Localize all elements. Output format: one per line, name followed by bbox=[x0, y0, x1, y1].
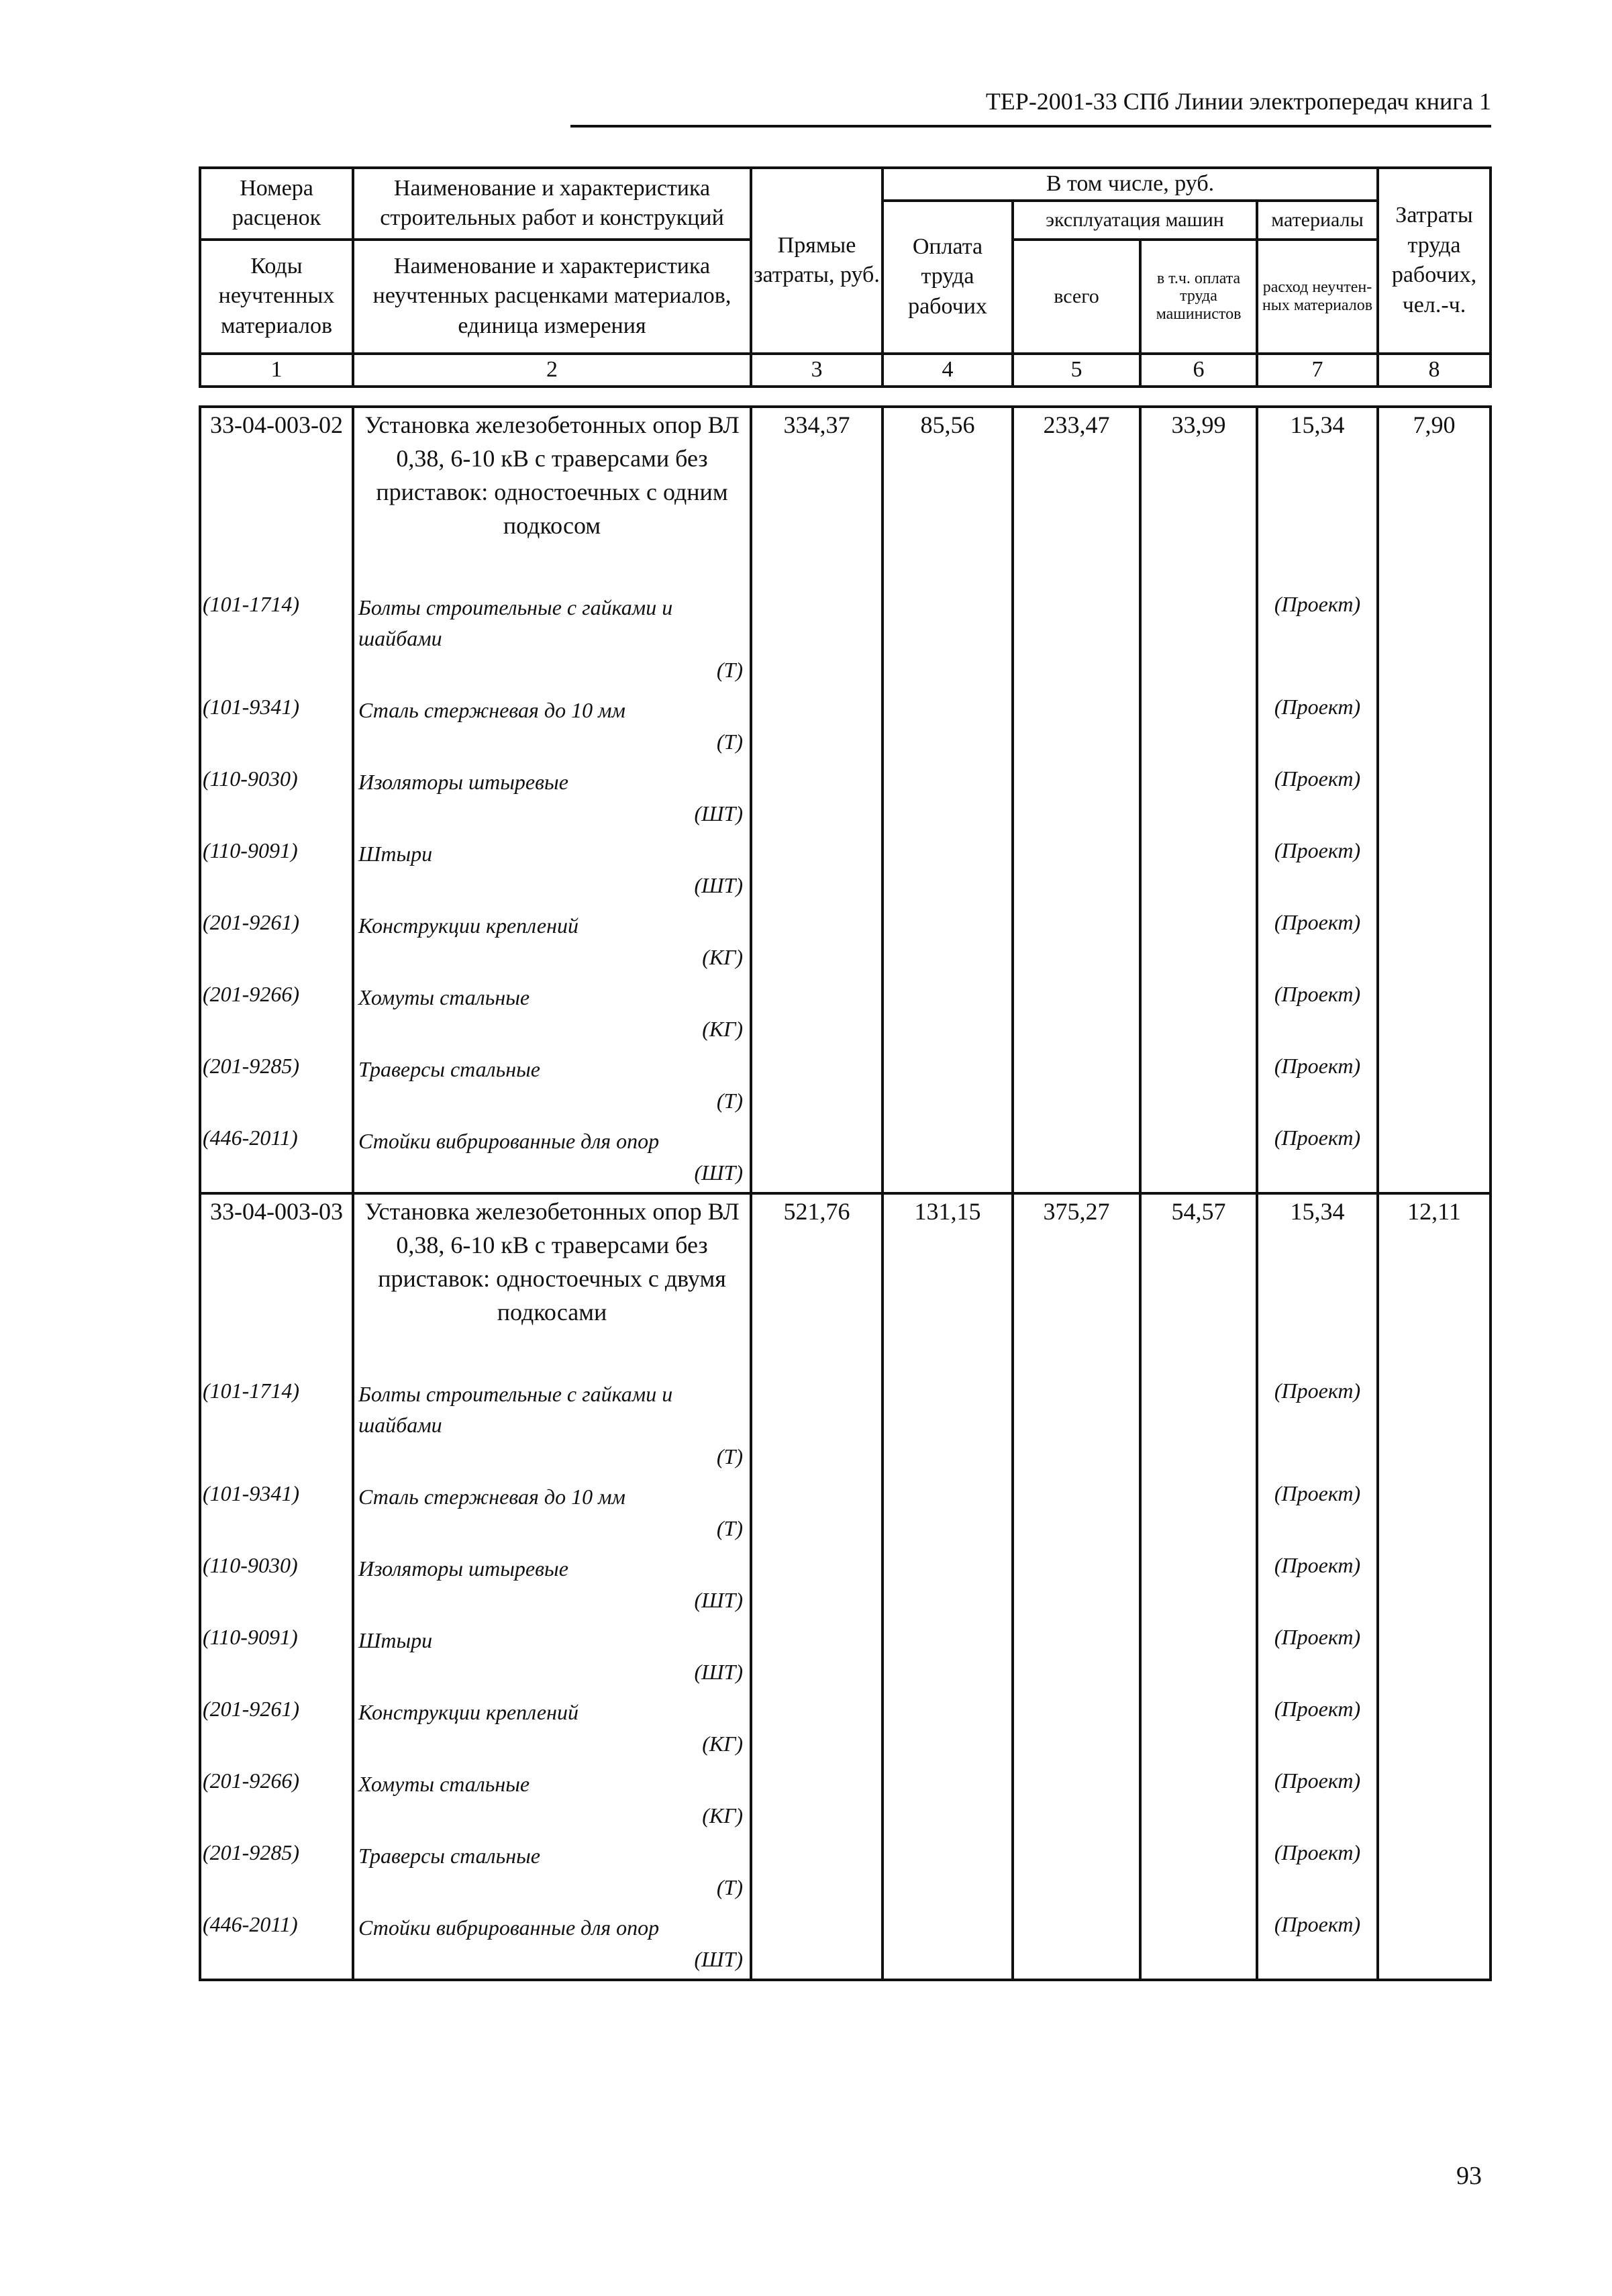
empty-cell bbox=[883, 1048, 1013, 1120]
empty-cell bbox=[1013, 1763, 1140, 1835]
empty-cell bbox=[1013, 1120, 1140, 1193]
empty-cell bbox=[883, 761, 1013, 833]
material-unit: (ШТ) bbox=[694, 1660, 743, 1684]
empty-cell bbox=[751, 761, 883, 833]
material-unit: (Т) bbox=[716, 1444, 743, 1468]
material-code: (101-1714) bbox=[200, 587, 353, 689]
material-cell bbox=[353, 1907, 751, 1980]
material-code: (201-9261) bbox=[200, 905, 353, 977]
material-name: Штыри bbox=[358, 1628, 433, 1652]
material-name: Болты строительные с гайками и шайбами bbox=[358, 1382, 673, 1437]
material-note: (Проект) bbox=[1257, 977, 1378, 1048]
material-note: (Проект) bbox=[1257, 1548, 1378, 1619]
empty-cell bbox=[1378, 1120, 1491, 1193]
empty-cell bbox=[751, 1691, 883, 1763]
material-row bbox=[200, 761, 1491, 833]
material-unit: (Т) bbox=[716, 1875, 743, 1899]
material-cell bbox=[353, 761, 751, 833]
empty-cell bbox=[1013, 1907, 1140, 1980]
empty-cell bbox=[883, 689, 1013, 761]
empty-cell bbox=[1140, 1619, 1257, 1691]
empty-cell bbox=[1378, 905, 1491, 977]
material-note: (Проект) bbox=[1257, 1907, 1378, 1980]
empty-cell bbox=[1140, 1373, 1257, 1476]
empty-cell bbox=[883, 1691, 1013, 1763]
material-note: (Проект) bbox=[1257, 905, 1378, 977]
machinist-pay: 33,99 bbox=[1140, 407, 1257, 587]
empty-cell bbox=[883, 1907, 1013, 1980]
empty-cell bbox=[751, 587, 883, 689]
material-row bbox=[200, 1120, 1491, 1193]
material-unit: (ШТ) bbox=[694, 801, 743, 826]
empty-cell bbox=[1140, 1763, 1257, 1835]
header-materials: материалы bbox=[1257, 201, 1378, 240]
empty-cell bbox=[883, 977, 1013, 1048]
material-unit: (Т) bbox=[716, 1089, 743, 1113]
labor-pay: 85,56 bbox=[883, 407, 1013, 587]
empty-cell bbox=[751, 1476, 883, 1548]
col-number: 4 bbox=[883, 354, 1013, 387]
empty-cell bbox=[751, 977, 883, 1048]
empty-cell bbox=[1013, 1373, 1140, 1476]
empty-cell bbox=[751, 1763, 883, 1835]
material-note: (Проект) bbox=[1257, 833, 1378, 905]
material-name: Стойки вибрированные для опор bbox=[358, 1129, 660, 1153]
material-cell bbox=[353, 1619, 751, 1691]
material-name: Сталь стержневая до 10 мм bbox=[358, 1485, 625, 1509]
empty-cell bbox=[751, 1907, 883, 1980]
empty-cell bbox=[883, 587, 1013, 689]
material-note: (Проект) bbox=[1257, 1476, 1378, 1548]
header-col5: всего bbox=[1013, 240, 1140, 354]
empty-cell bbox=[751, 1120, 883, 1193]
empty-cell bbox=[1378, 1548, 1491, 1619]
empty-cell bbox=[1140, 1048, 1257, 1120]
empty-cell bbox=[1013, 1048, 1140, 1120]
material-unit: (ШТ) bbox=[694, 1947, 743, 1971]
rate-code: 33-04-003-02 bbox=[200, 407, 353, 587]
material-code: (201-9261) bbox=[200, 1691, 353, 1763]
empty-cell bbox=[751, 1373, 883, 1476]
material-note: (Проект) bbox=[1257, 587, 1378, 689]
empty-cell bbox=[1378, 1476, 1491, 1548]
empty-cell bbox=[1378, 1373, 1491, 1476]
header-col6: в т.ч. оплата труда машинистов bbox=[1140, 240, 1257, 354]
material-unit: (Т) bbox=[716, 730, 743, 754]
empty-cell bbox=[1140, 977, 1257, 1048]
header-col8: Затраты труда рабочих, чел.-ч. bbox=[1378, 168, 1491, 354]
material-name: Изоляторы штыревые bbox=[358, 770, 568, 794]
table-body bbox=[199, 405, 1492, 1981]
empty-cell bbox=[1378, 1907, 1491, 1980]
empty-cell bbox=[1140, 1907, 1257, 1980]
material-name: Траверсы стальные bbox=[358, 1057, 540, 1081]
table-header bbox=[199, 166, 1492, 388]
empty-cell bbox=[751, 1548, 883, 1619]
material-row bbox=[200, 1907, 1491, 1980]
material-unit: (КГ) bbox=[702, 1732, 743, 1756]
empty-cell bbox=[1013, 689, 1140, 761]
empty-cell bbox=[883, 833, 1013, 905]
empty-cell bbox=[1140, 761, 1257, 833]
col-number: 6 bbox=[1140, 354, 1257, 387]
material-name: Сталь стержневая до 10 мм bbox=[358, 698, 625, 722]
empty-cell bbox=[1140, 1548, 1257, 1619]
material-cell bbox=[353, 1120, 751, 1193]
material-unit: (Т) bbox=[716, 658, 743, 682]
col-number: 8 bbox=[1378, 354, 1491, 387]
empty-cell bbox=[751, 1619, 883, 1691]
col-number: 2 bbox=[353, 354, 751, 387]
material-cell bbox=[353, 1763, 751, 1835]
header-col4: Оплата труда рабочих bbox=[883, 201, 1013, 354]
material-code: (201-9285) bbox=[200, 1835, 353, 1907]
material-code: (201-9285) bbox=[200, 1048, 353, 1120]
empty-cell bbox=[1378, 977, 1491, 1048]
material-note: (Проект) bbox=[1257, 1691, 1378, 1763]
material-row bbox=[200, 587, 1491, 689]
material-code: (110-9091) bbox=[200, 833, 353, 905]
header-col1-top: Номера расценок bbox=[200, 168, 353, 240]
material-unit: (КГ) bbox=[702, 945, 743, 969]
material-code: (110-9091) bbox=[200, 1619, 353, 1691]
col-number: 3 bbox=[751, 354, 883, 387]
empty-cell bbox=[1140, 1476, 1257, 1548]
empty-cell bbox=[1378, 587, 1491, 689]
material-note: (Проект) bbox=[1257, 1619, 1378, 1691]
empty-cell bbox=[883, 1476, 1013, 1548]
material-name: Изоляторы штыревые bbox=[358, 1556, 568, 1581]
direct-costs: 334,37 bbox=[751, 407, 883, 587]
material-row bbox=[200, 1835, 1491, 1907]
empty-cell bbox=[1140, 689, 1257, 761]
material-cell bbox=[353, 1835, 751, 1907]
material-name: Конструкции креплений bbox=[358, 1700, 578, 1724]
empty-cell bbox=[1140, 587, 1257, 689]
empty-cell bbox=[1140, 1835, 1257, 1907]
empty-cell bbox=[751, 833, 883, 905]
material-note: (Проект) bbox=[1257, 761, 1378, 833]
material-code: (101-1714) bbox=[200, 1373, 353, 1476]
material-name: Хомуты стальные bbox=[358, 1772, 530, 1796]
header-col2-bottom: Наименование и характеристика неучтенных расценками материалов, единица измерения bbox=[353, 240, 751, 354]
material-name: Хомуты стальные bbox=[358, 985, 530, 1009]
material-name: Конструкции креплений bbox=[358, 913, 578, 938]
header-group: В том числе, руб. bbox=[883, 168, 1378, 201]
material-row bbox=[200, 1763, 1491, 1835]
labor-pay: 131,15 bbox=[883, 1193, 1013, 1373]
material-row bbox=[200, 1373, 1491, 1476]
page-header: ТЕР-2001-33 СПб Линии электропередач книга 1 bbox=[570, 87, 1491, 128]
material-row bbox=[200, 977, 1491, 1048]
material-cell bbox=[353, 1048, 751, 1120]
machines-total: 375,27 bbox=[1013, 1193, 1140, 1373]
empty-cell bbox=[751, 905, 883, 977]
material-cell bbox=[353, 1548, 751, 1619]
empty-cell bbox=[1140, 905, 1257, 977]
empty-cell bbox=[883, 1619, 1013, 1691]
labor-hours: 12,11 bbox=[1378, 1193, 1491, 1373]
rate-row bbox=[200, 1193, 1491, 1373]
empty-cell bbox=[883, 1763, 1013, 1835]
material-cell bbox=[353, 587, 751, 689]
empty-cell bbox=[883, 1120, 1013, 1193]
machinist-pay: 54,57 bbox=[1140, 1193, 1257, 1373]
empty-cell bbox=[1013, 761, 1140, 833]
empty-cell bbox=[1013, 833, 1140, 905]
material-cell bbox=[353, 1373, 751, 1476]
empty-cell bbox=[1378, 1048, 1491, 1120]
empty-cell bbox=[1013, 1548, 1140, 1619]
material-cell bbox=[353, 905, 751, 977]
header-col2-top: Наименование и характеристика строительных работ и конструкций bbox=[353, 168, 751, 240]
material-code: (101-9341) bbox=[200, 689, 353, 761]
material-row bbox=[200, 833, 1491, 905]
empty-cell bbox=[883, 1373, 1013, 1476]
material-code: (110-9030) bbox=[200, 1548, 353, 1619]
material-note: (Проект) bbox=[1257, 1835, 1378, 1907]
labor-hours: 7,90 bbox=[1378, 407, 1491, 587]
empty-cell bbox=[1013, 587, 1140, 689]
empty-cell bbox=[1378, 689, 1491, 761]
empty-cell bbox=[1378, 1619, 1491, 1691]
empty-cell bbox=[1378, 1835, 1491, 1907]
rate-row bbox=[200, 407, 1491, 587]
empty-cell bbox=[1140, 1120, 1257, 1193]
empty-cell bbox=[1140, 1691, 1257, 1763]
material-unit: (КГ) bbox=[702, 1803, 743, 1828]
material-cell bbox=[353, 1691, 751, 1763]
material-name: Штыри bbox=[358, 842, 433, 866]
page-number: 93 bbox=[1456, 2162, 1482, 2190]
material-row bbox=[200, 1476, 1491, 1548]
material-cell bbox=[353, 689, 751, 761]
empty-cell bbox=[1378, 761, 1491, 833]
material-cell bbox=[353, 1476, 751, 1548]
header-col3: Прямые затраты, руб. bbox=[751, 168, 883, 354]
material-row bbox=[200, 1548, 1491, 1619]
rate-code: 33-04-003-03 bbox=[200, 1193, 353, 1373]
material-row bbox=[200, 1619, 1491, 1691]
material-code: (201-9266) bbox=[200, 977, 353, 1048]
col-number: 7 bbox=[1257, 354, 1378, 387]
empty-cell bbox=[751, 1835, 883, 1907]
material-note: (Проект) bbox=[1257, 1120, 1378, 1193]
empty-cell bbox=[1013, 977, 1140, 1048]
material-row bbox=[200, 1691, 1491, 1763]
header-col7: расход неучтен-ных материалов bbox=[1257, 240, 1378, 354]
col-number: 5 bbox=[1013, 354, 1140, 387]
material-unit: (ШТ) bbox=[694, 1588, 743, 1612]
empty-cell bbox=[1013, 1835, 1140, 1907]
material-code: (110-9030) bbox=[200, 761, 353, 833]
empty-cell bbox=[1378, 1691, 1491, 1763]
material-cell bbox=[353, 977, 751, 1048]
empty-cell bbox=[1378, 833, 1491, 905]
material-code: (101-9341) bbox=[200, 1476, 353, 1548]
header-col1-bottom: Коды неучтенных материалов bbox=[200, 240, 353, 354]
material-row bbox=[200, 689, 1491, 761]
empty-cell bbox=[883, 1548, 1013, 1619]
empty-cell bbox=[751, 1048, 883, 1120]
empty-cell bbox=[1378, 1763, 1491, 1835]
material-row bbox=[200, 1048, 1491, 1120]
material-code: (446-2011) bbox=[200, 1120, 353, 1193]
material-row bbox=[200, 905, 1491, 977]
rate-title: Установка железобетонных опор ВЛ 0,38, 6-10 кВ с траверсами без приставок: одностоечных с одним подкосом bbox=[353, 407, 751, 587]
material-unit: (Т) bbox=[716, 1516, 743, 1540]
material-unit: (ШТ) bbox=[694, 1160, 743, 1185]
material-code: (201-9266) bbox=[200, 1763, 353, 1835]
material-note: (Проект) bbox=[1257, 1048, 1378, 1120]
material-cell bbox=[353, 833, 751, 905]
empty-cell bbox=[883, 905, 1013, 977]
col-number: 1 bbox=[200, 354, 353, 387]
material-note: (Проект) bbox=[1257, 1763, 1378, 1835]
empty-cell bbox=[1013, 1619, 1140, 1691]
material-note: (Проект) bbox=[1257, 1373, 1378, 1476]
empty-cell bbox=[1013, 1691, 1140, 1763]
empty-cell bbox=[1013, 905, 1140, 977]
material-name: Траверсы стальные bbox=[358, 1844, 540, 1868]
empty-cell bbox=[883, 1835, 1013, 1907]
material-code: (446-2011) bbox=[200, 1907, 353, 1980]
material-unit: (КГ) bbox=[702, 1017, 743, 1041]
material-name: Стойки вибрированные для опор bbox=[358, 1915, 660, 1940]
materials-cost: 15,34 bbox=[1257, 1193, 1378, 1373]
empty-cell bbox=[1140, 833, 1257, 905]
empty-cell bbox=[1013, 1476, 1140, 1548]
materials-cost: 15,34 bbox=[1257, 407, 1378, 587]
empty-cell bbox=[751, 689, 883, 761]
material-unit: (ШТ) bbox=[694, 873, 743, 897]
rate-title: Установка железобетонных опор ВЛ 0,38, 6-10 кВ с траверсами без приставок: одностоечных с двумя подкосами bbox=[353, 1193, 751, 1373]
material-name: Болты строительные с гайками и шайбами bbox=[358, 595, 673, 650]
machines-total: 233,47 bbox=[1013, 407, 1140, 587]
direct-costs: 521,76 bbox=[751, 1193, 883, 1373]
header-machines: эксплуатация машин bbox=[1013, 201, 1257, 240]
material-note: (Проект) bbox=[1257, 689, 1378, 761]
